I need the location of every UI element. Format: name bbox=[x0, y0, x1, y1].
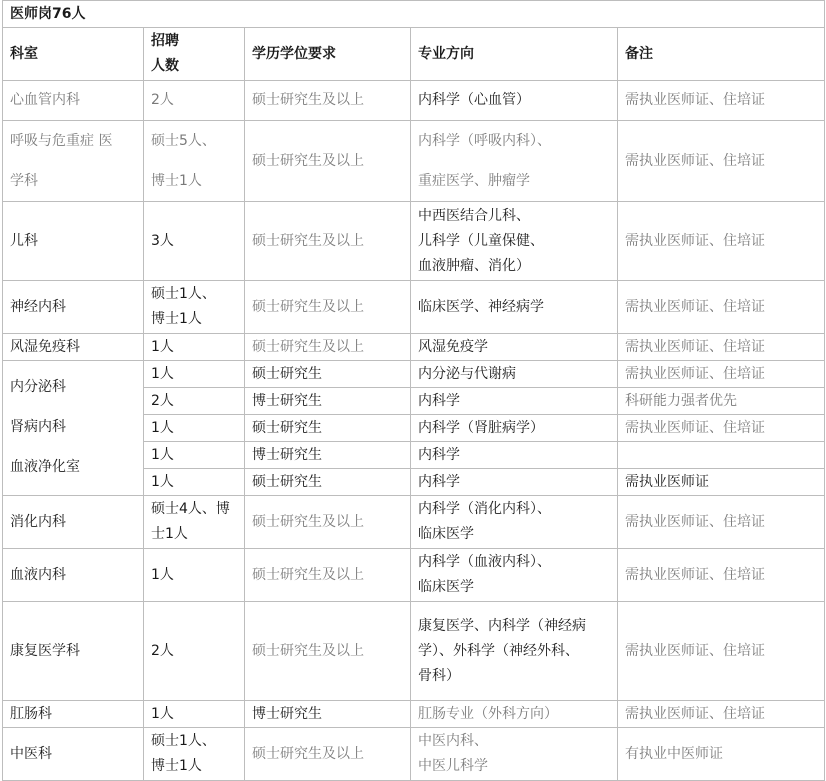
header-note: 备注 bbox=[618, 28, 825, 81]
dept-cell: 儿科 bbox=[3, 202, 144, 281]
major-line: 康复医学、内科学（神经病 bbox=[418, 617, 586, 634]
note-cell: 需执业医师证、住培证 bbox=[618, 602, 825, 701]
edu-cell: 硕士研究生及以上 bbox=[245, 281, 411, 334]
major-cell: 内科学（肾脏病学） bbox=[411, 415, 618, 442]
major-line: 内科学（血液内科）、 bbox=[418, 554, 551, 570]
dept-cell bbox=[3, 121, 144, 202]
edu-cell: 博士研究生 bbox=[245, 701, 411, 728]
major-cell bbox=[411, 202, 618, 281]
note-cell: 需执业医师证、住培证 bbox=[618, 361, 825, 388]
edu-cell: 硕士研究生 bbox=[245, 361, 411, 388]
count-cell: 1人 bbox=[144, 701, 245, 728]
edu-cell: 硕士研究生及以上 bbox=[245, 602, 411, 701]
count-cell: 1人 bbox=[144, 361, 245, 388]
edu-cell: 硕士研究生及以上 bbox=[245, 81, 411, 121]
major-line: 学）、外科学（神经外科、 bbox=[418, 642, 579, 659]
table-row bbox=[3, 549, 825, 602]
header-major: 专业方向 bbox=[411, 28, 618, 81]
count-line: 硕士5人、 bbox=[151, 133, 216, 149]
major-line: 内科学（呼吸内科）、 bbox=[418, 133, 551, 149]
table-row bbox=[3, 361, 825, 388]
note-cell: 需执业医师证、住培证 bbox=[618, 549, 825, 602]
note-cell: 需执业医师证、住培证 bbox=[618, 496, 825, 549]
count-line: 博士1人 bbox=[151, 311, 202, 327]
edu-cell: 硕士研究生及以上 bbox=[245, 549, 411, 602]
count-cell: 1人 bbox=[144, 442, 245, 469]
header-edu: 学历学位要求 bbox=[245, 28, 411, 81]
count-cell: 3人 bbox=[144, 202, 245, 281]
dept-cell: 康复医学科 bbox=[3, 602, 144, 701]
table-row bbox=[3, 496, 825, 549]
count-cell: 1人 bbox=[144, 415, 245, 442]
note-cell: 需执业医师证、住培证 bbox=[618, 334, 825, 361]
major-line: 骨科） bbox=[418, 667, 460, 684]
major-cell bbox=[411, 121, 618, 202]
major-cell: 临床医学、神经病学 bbox=[411, 281, 618, 334]
count-line: 硕士1人、 bbox=[151, 733, 216, 749]
edu-cell: 硕士研究生及以上 bbox=[245, 334, 411, 361]
dept-line: 呼吸与危重症 医 bbox=[10, 133, 113, 149]
major-line: 血液肿瘤、消化） bbox=[418, 257, 530, 274]
note-cell: 需执业医师证、住培证 bbox=[618, 81, 825, 121]
edu-cell: 硕士研究生及以上 bbox=[245, 121, 411, 202]
major-cell bbox=[411, 728, 618, 781]
count-line: 博士1人 bbox=[151, 758, 202, 774]
edu-cell: 硕士研究生及以上 bbox=[245, 496, 411, 549]
count-cell: 1人 bbox=[144, 334, 245, 361]
major-line: 内科学（消化内科）、 bbox=[418, 501, 551, 517]
count-cell bbox=[144, 728, 245, 781]
header-dept: 科室 bbox=[3, 28, 144, 81]
edu-cell: 硕士研究生及以上 bbox=[245, 728, 411, 781]
table-row bbox=[3, 81, 825, 121]
major-cell bbox=[411, 496, 618, 549]
count-cell bbox=[144, 496, 245, 549]
major-cell: 内科学 bbox=[411, 469, 618, 496]
major-line: 中医儿科学 bbox=[418, 758, 488, 774]
header-count bbox=[144, 28, 245, 81]
major-cell: 肛肠专业（外科方向） bbox=[411, 701, 618, 728]
major-cell bbox=[411, 549, 618, 602]
table-row bbox=[3, 602, 825, 701]
count-cell: 2人 bbox=[144, 388, 245, 415]
count-line: 博士1人 bbox=[151, 173, 202, 189]
dept-cell: 肛肠科 bbox=[3, 701, 144, 728]
edu-cell: 硕士研究生及以上 bbox=[245, 202, 411, 281]
count-line: 硕士1人、 bbox=[151, 286, 216, 302]
major-line: 临床医学 bbox=[418, 526, 474, 542]
dept-cell: 神经内科 bbox=[3, 281, 144, 334]
count-line: 硕士4人、博 bbox=[151, 501, 230, 517]
dept-cell-merged bbox=[3, 361, 144, 496]
count-cell bbox=[144, 281, 245, 334]
major-cell: 内科学 bbox=[411, 442, 618, 469]
major-cell: 内科学（心血管） bbox=[411, 81, 618, 121]
edu-cell: 硕士研究生 bbox=[245, 469, 411, 496]
note-cell bbox=[618, 442, 825, 469]
count-cell: 2人 bbox=[144, 81, 245, 121]
dept-cell: 中医科 bbox=[3, 728, 144, 781]
table-row bbox=[3, 281, 825, 334]
dept-line: 血液净化室 bbox=[10, 459, 80, 475]
edu-cell: 硕士研究生 bbox=[245, 415, 411, 442]
dept-line: 学科 bbox=[10, 173, 38, 189]
title-row bbox=[3, 1, 825, 28]
header-count-line1: 招聘 bbox=[151, 33, 179, 49]
header-row bbox=[3, 28, 825, 81]
dept-line: 内分泌科 bbox=[10, 379, 66, 395]
dept-line: 肾病内科 bbox=[10, 419, 66, 435]
note-cell: 有执业中医师证 bbox=[618, 728, 825, 781]
dept-cell: 消化内科 bbox=[3, 496, 144, 549]
table-row bbox=[3, 202, 825, 281]
note-cell: 需执业医师证、住培证 bbox=[618, 701, 825, 728]
major-line: 临床医学 bbox=[418, 579, 474, 595]
table-title: 医师岗76人 bbox=[3, 1, 825, 28]
note-cell: 需执业医师证、住培证 bbox=[618, 281, 825, 334]
count-cell: 2人 bbox=[144, 602, 245, 701]
table-row bbox=[3, 728, 825, 781]
note-cell: 需执业医师证、住培证 bbox=[618, 202, 825, 281]
note-cell: 需执业医师证 bbox=[618, 469, 825, 496]
major-line: 重症医学、肿瘤学 bbox=[418, 173, 530, 189]
table-row bbox=[3, 121, 825, 202]
count-cell bbox=[144, 121, 245, 202]
major-cell: 风湿免疫学 bbox=[411, 334, 618, 361]
count-cell: 1人 bbox=[144, 549, 245, 602]
major-line: 儿科学（儿童保健、 bbox=[418, 232, 544, 249]
major-line: 中医内科、 bbox=[418, 733, 488, 749]
header-count-line2: 人数 bbox=[151, 58, 179, 74]
table-row bbox=[3, 334, 825, 361]
major-cell: 内分泌与代谢病 bbox=[411, 361, 618, 388]
table-row bbox=[3, 701, 825, 728]
major-line: 中西医结合儿科、 bbox=[418, 207, 530, 224]
recruitment-table bbox=[2, 0, 825, 781]
count-line: 士1人 bbox=[151, 526, 188, 542]
dept-cell: 心血管内科 bbox=[3, 81, 144, 121]
note-cell: 科研能力强者优先 bbox=[618, 388, 825, 415]
note-cell: 需执业医师证、住培证 bbox=[618, 121, 825, 202]
dept-cell: 血液内科 bbox=[3, 549, 144, 602]
edu-cell: 博士研究生 bbox=[245, 442, 411, 469]
major-cell: 内科学 bbox=[411, 388, 618, 415]
dept-cell: 风湿免疫科 bbox=[3, 334, 144, 361]
major-cell bbox=[411, 602, 618, 701]
note-cell: 需执业医师证、住培证 bbox=[618, 415, 825, 442]
count-cell: 1人 bbox=[144, 469, 245, 496]
edu-cell: 博士研究生 bbox=[245, 388, 411, 415]
